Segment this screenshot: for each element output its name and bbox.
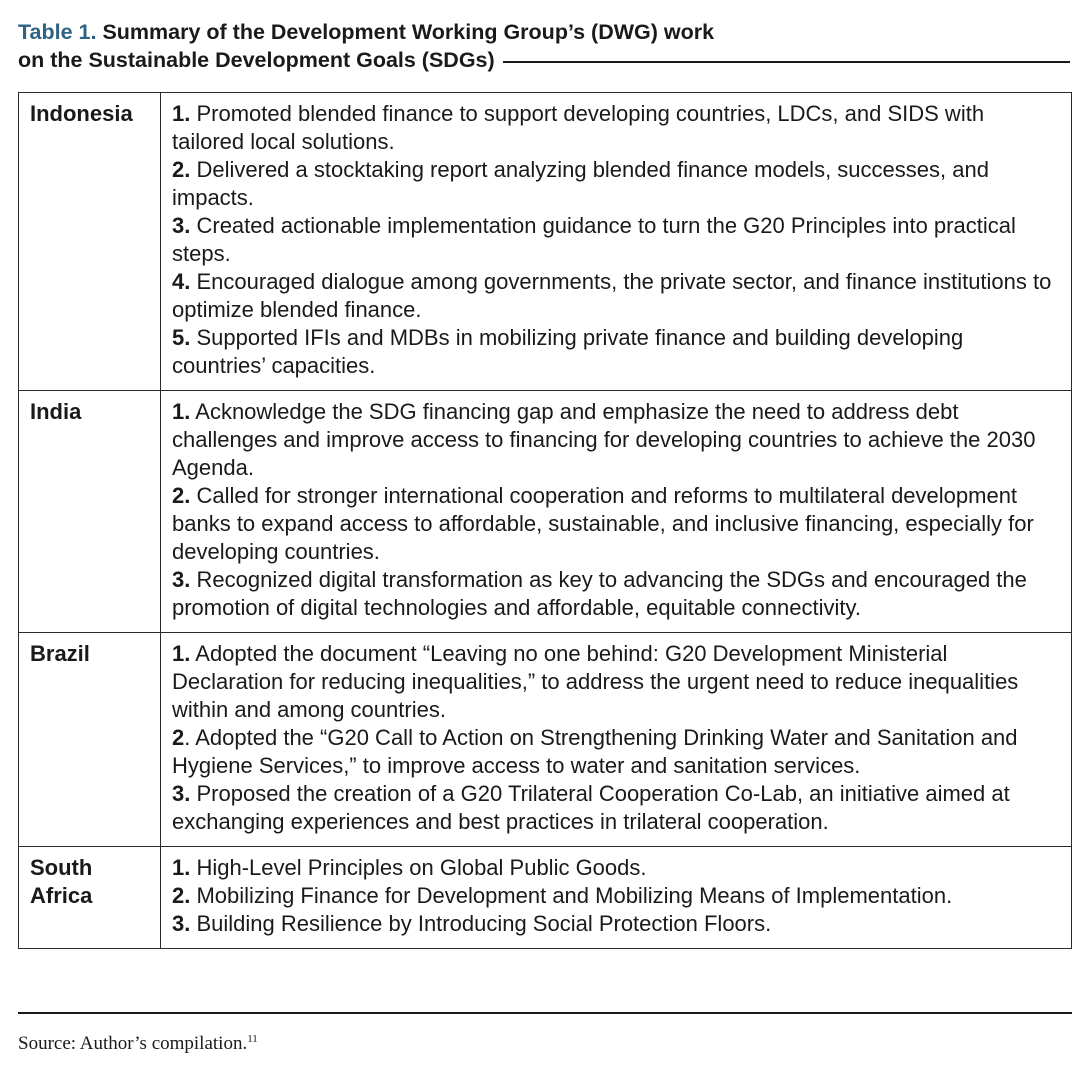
list-item: [172, 268, 1061, 324]
list-item: [172, 640, 1061, 724]
items-cell: [161, 93, 1072, 391]
country-cell: [19, 93, 161, 391]
item-number: 4.: [172, 269, 191, 294]
item-number: 3.: [172, 781, 191, 806]
list-item: [172, 910, 1061, 938]
list-item: [172, 882, 1061, 910]
country-name: India: [30, 399, 82, 424]
summary-table: [18, 92, 1072, 949]
item-text: Recognized digital transformation as key to advancing the SDGs and encouraged the promotion of digital technologies and affordable, equitable connectivity.: [172, 567, 1027, 620]
item-text: High-Level Principles on Global Public Goods.: [196, 855, 647, 880]
item-text: Adopted the document “Leaving no one behind: G20 Development Ministerial Declaration for reducing inequalities,” to address the urgent need to reduce inequalities within and among countries.: [172, 641, 1019, 722]
item-number: 3.: [172, 213, 191, 238]
country-name: South Africa: [30, 855, 93, 908]
source-note: [18, 1033, 258, 1055]
country-name: Brazil: [30, 641, 90, 666]
item-text: . Adopted the “G20 Call to Action on Strengthening Drinking Water and Sanitation and Hygiene Services,” to improve access to water and sanitation services.: [172, 725, 1018, 778]
list-item: [172, 724, 1061, 780]
country-cell: [19, 847, 161, 949]
summary-table-body: [19, 93, 1072, 949]
item-number: 1.: [172, 101, 191, 126]
table-title-line-2: on the Sustainable Development Goals (SDGs): [18, 48, 495, 72]
item-number: 2.: [172, 157, 191, 182]
country-name: Indonesia: [30, 101, 133, 126]
item-text: Created actionable implementation guidance to turn the G20 Principles into practical steps.: [172, 213, 1016, 266]
items-cell: [161, 391, 1072, 633]
items-cell: [161, 633, 1072, 847]
item-text: Building Resilience by Introducing Social Protection Floors.: [196, 911, 772, 936]
item-text: Encouraged dialogue among governments, the private sector, and finance institutions to optimize blended finance.: [172, 269, 1052, 322]
table-row: [19, 847, 1072, 949]
item-text: Acknowledge the SDG financing gap and emphasize the need to address debt challenges and improve access to financing for developing countries to achieve the 2030 Agenda.: [172, 399, 1036, 480]
list-item: [172, 212, 1061, 268]
table-row: [19, 391, 1072, 633]
table-row: [19, 93, 1072, 391]
item-number: 1.: [172, 399, 191, 424]
table-row: [19, 633, 1072, 847]
list-item: [172, 482, 1061, 566]
item-text: Delivered a stocktaking report analyzing blended finance models, successes, and impacts.: [172, 157, 989, 210]
item-number: 3.: [172, 911, 191, 936]
list-item: [172, 780, 1061, 836]
source-text: Source: Author’s compilation.: [18, 1033, 248, 1054]
item-number: 5.: [172, 325, 191, 350]
table-caption: [18, 18, 1070, 74]
list-item: [172, 100, 1061, 156]
caption-line-1: [18, 18, 1070, 46]
caption-line-2: [18, 46, 1070, 74]
list-item: [172, 854, 1061, 882]
item-text: Supported IFIs and MDBs in mobilizing private finance and building developing countries’ capacities.: [172, 325, 964, 378]
item-text: Mobilizing Finance for Development and Mobilizing Means of Implementation.: [196, 883, 953, 908]
list-item: [172, 156, 1061, 212]
item-number: 1.: [172, 641, 191, 666]
item-number: 2: [172, 725, 185, 750]
list-item: [172, 398, 1061, 482]
caption-rule: [503, 61, 1070, 63]
items-cell: [161, 847, 1072, 949]
country-cell: [19, 391, 161, 633]
item-number: 2.: [172, 483, 191, 508]
item-text: Called for stronger international cooperation and reforms to multilateral development banks to expand access to affordable, sustainable, and inclusive financing, especially for developing countries.: [172, 483, 1034, 564]
list-item: [172, 324, 1061, 380]
item-number: 3.: [172, 567, 191, 592]
item-text: Promoted blended finance to support developing countries, LDCs, and SIDS with tailored local solutions.: [172, 101, 985, 154]
item-number: 2.: [172, 883, 191, 908]
source-footnote: 11: [247, 1033, 258, 1045]
country-cell: [19, 633, 161, 847]
item-text: Proposed the creation of a G20 Trilateral Cooperation Co-Lab, an initiative aimed at exchanging experiences and best practices in trilateral cooperation.: [172, 781, 1010, 834]
table-bottom-rule: [18, 1012, 1072, 1014]
list-item: [172, 566, 1061, 622]
table-title-line-1: Summary of the Development Working Group’s (DWG) work: [102, 20, 715, 44]
item-number: 1.: [172, 855, 191, 880]
table-label: Table 1.: [18, 20, 97, 44]
